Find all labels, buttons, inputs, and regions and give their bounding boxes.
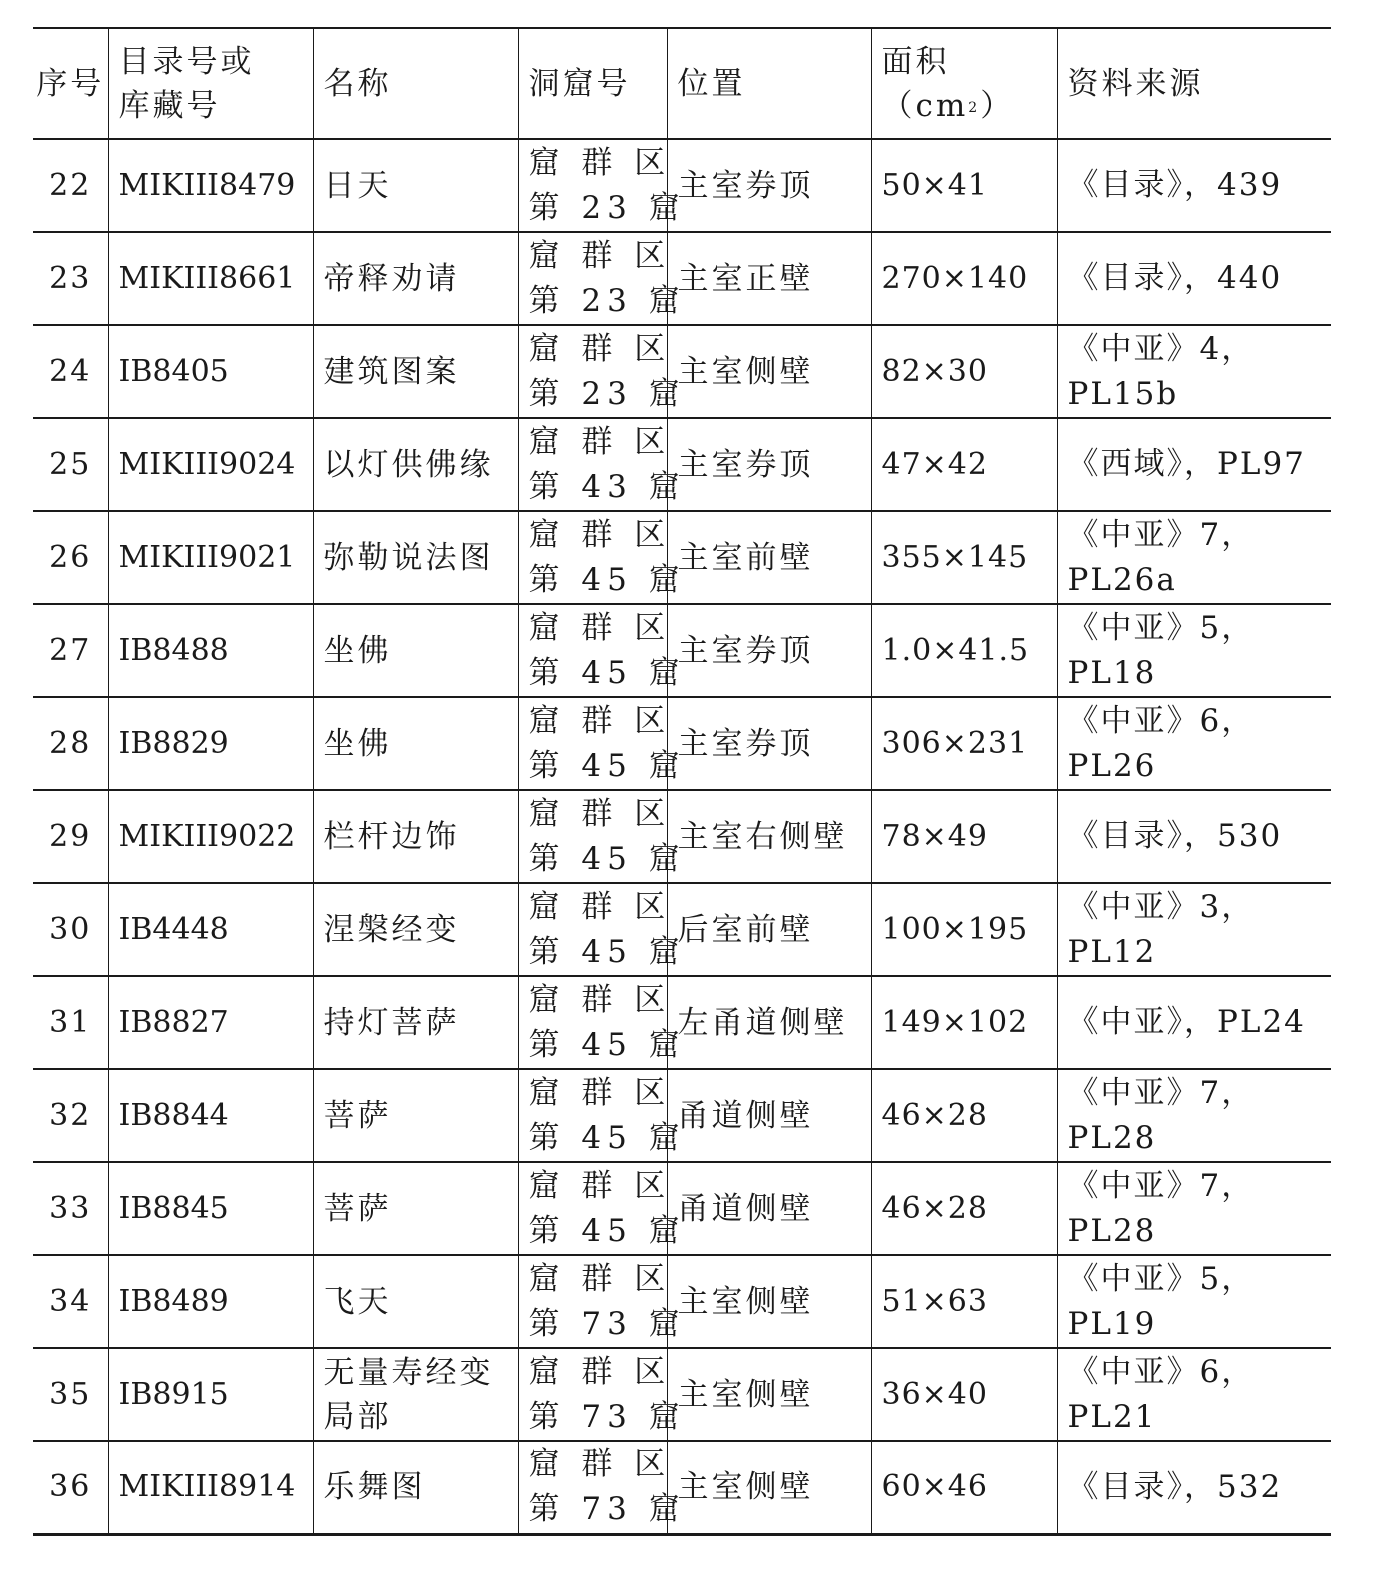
header-source: 资料来源 xyxy=(1057,28,1331,139)
table-row xyxy=(33,1348,1331,1441)
cell-name: 日天 xyxy=(313,139,518,232)
header-area: 面积 $(cm^2)$ xyxy=(871,28,1057,139)
cell-area: 100×195 xyxy=(871,883,1057,976)
cell-area: 46×28 xyxy=(871,1069,1057,1162)
table-row xyxy=(33,1069,1331,1162)
cell-catalog: IB8827 xyxy=(108,976,313,1069)
cell-source: 《中亚》7， PL28 xyxy=(1057,1069,1331,1162)
cell-position: 甬道侧壁 xyxy=(667,1162,871,1255)
header-cave: 洞窟号 xyxy=(518,28,667,139)
header-position: 位置 xyxy=(667,28,871,139)
cell-name: 弥勒说法图 xyxy=(313,511,518,604)
cell-name: 帝释劝请 xyxy=(313,232,518,325)
table-header xyxy=(33,28,1331,139)
table-row xyxy=(33,418,1331,511)
cell-name: 以灯供佛缘 xyxy=(313,418,518,511)
table-row xyxy=(33,139,1331,232)
cell-position: 主室前壁 xyxy=(667,511,871,604)
cell-area: 82×30 xyxy=(871,325,1057,418)
cell-no: 35 xyxy=(49,1376,92,1412)
cell-catalog: MIKIII9024 xyxy=(108,418,313,511)
cell-area: 306×231 xyxy=(871,697,1057,790)
cell-no: 26 xyxy=(49,539,92,575)
cell-cave: 窟 群 区 第 45 窟 xyxy=(518,604,667,697)
cell-name: 持灯菩萨 xyxy=(313,976,518,1069)
cell-source: 《中亚》4， PL15b xyxy=(1057,325,1331,418)
cell-source: 《目录》，532 xyxy=(1057,1441,1331,1534)
cell-cave: 窟 群 区 第 45 窟 xyxy=(518,697,667,790)
cell-area: 355×145 xyxy=(871,511,1057,604)
cell-area: 50×41 xyxy=(871,139,1057,232)
cell-area: 1.0×41.5 xyxy=(871,604,1057,697)
cell-position: 主室券顶 xyxy=(667,604,871,697)
cell-cave: 窟 群 区 第 45 窟 xyxy=(518,790,667,883)
cell-cave: 窟 群 区 第 23 窟 xyxy=(518,325,667,418)
cell-name: 菩萨 xyxy=(313,1069,518,1162)
cell-source: 《目录》，439 xyxy=(1057,139,1331,232)
header-catalog: 目录号或 库藏号 xyxy=(108,28,313,139)
cell-cave: 窟 群 区 第 23 窟 xyxy=(518,232,667,325)
table-row xyxy=(33,883,1331,976)
cell-no: 25 xyxy=(49,446,92,482)
cell-no: 32 xyxy=(49,1097,92,1133)
table-row xyxy=(33,511,1331,604)
cell-area: 46×28 xyxy=(871,1162,1057,1255)
cell-catalog: MIKIII8661 xyxy=(108,232,313,325)
cell-catalog: MIKIII8914 xyxy=(108,1441,313,1534)
cell-position: 主室侧壁 xyxy=(667,1255,871,1348)
table-row xyxy=(33,1162,1331,1255)
cell-source: 《中亚》5， PL18 xyxy=(1057,604,1331,697)
cell-no: 23 xyxy=(49,260,92,296)
cell-area: 51×63 xyxy=(871,1255,1057,1348)
table-row xyxy=(33,1255,1331,1348)
cell-catalog: IB8915 xyxy=(108,1348,313,1441)
cell-no: 36 xyxy=(49,1469,92,1505)
cell-catalog: IB8489 xyxy=(108,1255,313,1348)
cell-catalog: IB8845 xyxy=(108,1162,313,1255)
cell-no: 27 xyxy=(49,632,92,668)
cell-name: 坐佛 xyxy=(313,604,518,697)
table-row xyxy=(33,976,1331,1069)
cell-no: 34 xyxy=(49,1283,92,1319)
cell-position: 主室券顶 xyxy=(667,697,871,790)
cell-no: 30 xyxy=(49,911,92,947)
murals-table-container xyxy=(33,27,1331,1536)
cell-no: 22 xyxy=(49,167,92,203)
cell-cave: 窟 群 区 第 73 窟 xyxy=(518,1255,667,1348)
table-row xyxy=(33,604,1331,697)
cell-catalog: MIKIII9022 xyxy=(108,790,313,883)
cell-area: 60×46 xyxy=(871,1441,1057,1534)
cell-position: 主室券顶 xyxy=(667,418,871,511)
cell-source: 《中亚》5， PL19 xyxy=(1057,1255,1331,1348)
cell-catalog: MIKIII9021 xyxy=(108,511,313,604)
table-row xyxy=(33,325,1331,418)
cell-position: 甬道侧壁 xyxy=(667,1069,871,1162)
cell-cave: 窟 群 区 第 45 窟 xyxy=(518,1162,667,1255)
cell-cave: 窟 群 区 第 45 窟 xyxy=(518,1069,667,1162)
cell-area: 270×140 xyxy=(871,232,1057,325)
cell-catalog: IB8829 xyxy=(108,697,313,790)
cell-area: 36×40 xyxy=(871,1348,1057,1441)
header-row xyxy=(33,28,1331,139)
cell-cave: 窟 群 区 第 45 窟 xyxy=(518,883,667,976)
cell-position: 主室正壁 xyxy=(667,232,871,325)
cell-name: 涅槃经变 xyxy=(313,883,518,976)
cell-position: 主室侧壁 xyxy=(667,325,871,418)
cell-cave: 窟 群 区 第 73 窟 xyxy=(518,1441,667,1534)
cell-source: 《西域》，PL97 xyxy=(1057,418,1331,511)
cell-position: 后室前壁 xyxy=(667,883,871,976)
murals-table xyxy=(33,27,1331,1536)
cell-catalog: MIKIII8479 xyxy=(108,139,313,232)
cell-cave: 窟 群 区 第 45 窟 xyxy=(518,511,667,604)
cell-no: 31 xyxy=(49,1004,92,1040)
cell-name: 菩萨 xyxy=(313,1162,518,1255)
cell-source: 《目录》，530 xyxy=(1057,790,1331,883)
cell-source: 《目录》，440 xyxy=(1057,232,1331,325)
cell-no: 33 xyxy=(49,1190,92,1226)
cell-cave: 窟 群 区 第 43 窟 xyxy=(518,418,667,511)
cell-source: 《中亚》7， PL28 xyxy=(1057,1162,1331,1255)
cell-cave: 窟 群 区 第 73 窟 xyxy=(518,1348,667,1441)
cell-source: 《中亚》3， PL12 xyxy=(1057,883,1331,976)
cell-position: 主室右侧壁 xyxy=(667,790,871,883)
cell-position: 主室券顶 xyxy=(667,139,871,232)
cell-source: 《中亚》6， PL26 xyxy=(1057,697,1331,790)
cell-cave: 窟 群 区 第 23 窟 xyxy=(518,139,667,232)
cell-position: 主室侧壁 xyxy=(667,1348,871,1441)
cell-name: 建筑图案 xyxy=(313,325,518,418)
cell-catalog: IB8405 xyxy=(108,325,313,418)
cell-name: 乐舞图 xyxy=(313,1441,518,1534)
table-row xyxy=(33,1441,1331,1534)
cell-area: 47×42 xyxy=(871,418,1057,511)
table-row xyxy=(33,697,1331,790)
cell-area: 149×102 xyxy=(871,976,1057,1069)
cell-position: 左甬道侧壁 xyxy=(667,976,871,1069)
cell-name: 飞天 xyxy=(313,1255,518,1348)
cell-no: 28 xyxy=(49,725,92,761)
cell-no: 24 xyxy=(49,353,92,389)
cell-source: 《中亚》7， PL26a xyxy=(1057,511,1331,604)
cell-position: 主室侧壁 xyxy=(667,1441,871,1534)
table-row xyxy=(33,790,1331,883)
header-name: 名称 xyxy=(313,28,518,139)
cell-catalog: IB8488 xyxy=(108,604,313,697)
cell-source: 《中亚》，PL24 xyxy=(1057,976,1331,1069)
header-no: 序号 xyxy=(36,65,105,102)
cell-name: 无量寿经变 局部 xyxy=(313,1348,518,1441)
cell-catalog: IB4448 xyxy=(108,883,313,976)
table-body xyxy=(33,139,1331,1534)
cell-name: 坐佛 xyxy=(313,697,518,790)
cell-name: 栏杆边饰 xyxy=(313,790,518,883)
cell-no: 29 xyxy=(49,818,92,854)
cell-catalog: IB8844 xyxy=(108,1069,313,1162)
cell-source: 《中亚》6， PL21 xyxy=(1057,1348,1331,1441)
cell-area: 78×49 xyxy=(871,790,1057,883)
cell-cave: 窟 群 区 第 45 窟 xyxy=(518,976,667,1069)
table-row xyxy=(33,232,1331,325)
